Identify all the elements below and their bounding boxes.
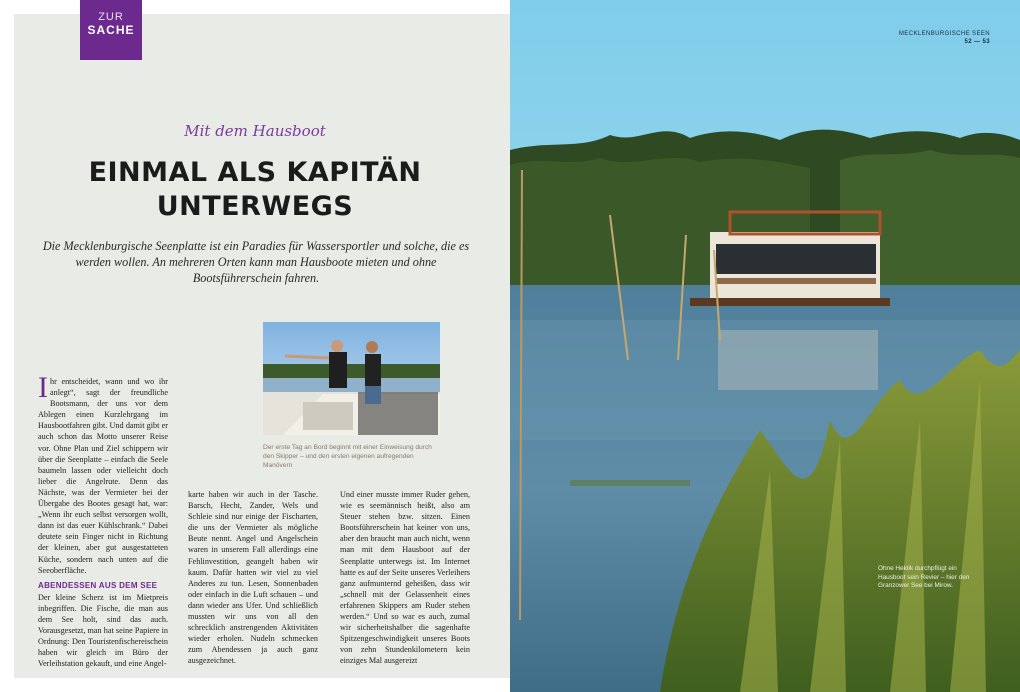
column-3-paragraph: Und einer musste immer Ruder gehen, wie es seemännisch heißt, also am Steuer stehen bzw. sitzen. Einen Bootsführerschein hat keiner von uns, aber den braucht man auch nicht, wenn man mit dem Hausboot auf der Seenplatte unterwegs ist. Im Internet hatte es auf der Seite unseres Verleihers ganz aufmunternd geheißen, dass wir „schnell mit der Gelassenheit eines erfahrenen Skippers am Ruder stehen werden.“ Und so war es auch, zumal wir sicherheitshalber die sagenhafte Spitzengeschwindigkeit unseres Boots von zehn Stundenkilometern kein einziges Mal ausgereizt bbox=[340, 490, 470, 666]
section-subheading: ABENDESSEN AUS DEM SEE bbox=[38, 580, 158, 590]
badge-line-1: ZUR bbox=[98, 11, 124, 23]
category-badge bbox=[80, 0, 142, 60]
article-lead: Die Mecklenburgische Seenplatte ist ein Paradies für Wassersportler und solche, die es werden wollen. An mehreren Orten kann man Hausboote mieten und ohne Bootsführerschein fahren. bbox=[42, 239, 470, 285]
main-photo-caption: Ohne Hektik durchpflügt ein Hausboot sein Revier – hier den Granzower See bei Mirow. bbox=[878, 565, 970, 589]
skipper-instruction-photo bbox=[263, 322, 440, 435]
column-2-paragraph: karte haben wir auch in der Tasche. Barsch, Hecht, Zander, Wels und Schleie sind nur einige der Fischarten, die uns der Vermieter als mögliche Beute nennt. Angel und Angelschein waren in unserem Fall allerdings eine Fehlinvestition, geangelt haben wir kaum. Dafür hatten wir viel zu viel Anderes zu tun. Lesen, Sonnenbaden oder einfach in die Luft schauen – und dann wieder ans Ufer. Und schließlich mussten wir uns von all den schrecklich anstrengenden Aktivitäten wieder erholen. Nudeln schmecken zum Abendessen ja auch ganz ausgezeichnet. bbox=[188, 490, 318, 666]
article-title bbox=[0, 156, 510, 224]
title-line-2: UNTERWEGS bbox=[156, 191, 354, 222]
text-column-1 bbox=[38, 371, 168, 669]
text-column-2 bbox=[188, 489, 318, 667]
column-1-paragraph-1: Ihr entscheidet, wann und wo ihr anlegt“, sagt der freundliche Bootsmann, der uns vor dem Ablegen einen Kurzlehrgang im Hausbootfahren gibt. Und damit gibt er auch schon das Motto unserer Reise vor. Ohne Plan und Ziel schippern wir über die Seenplatte – einfach die Seele baumeln lassen oder vielleicht doch lieber die Angelrute. Denn das Nächste, was der Vermieter bei der Übergabe des Bootes gesagt hat, war: „Wenn ihr euch selbst versorgen wollt, dann ist das euer Kühlschrank.“ Dabei deutete sein Finger nicht in Richtung der kleinen, aber gut ausgestatteten Küche, sondern nach unten auf die Seeoberfläche. bbox=[38, 371, 168, 575]
title-line-1: EINMAL ALS KAPITÄN bbox=[88, 157, 422, 188]
text-column-3 bbox=[340, 489, 470, 667]
section-name: MECKLENBURGISCHE SEEN bbox=[898, 31, 990, 37]
section-label bbox=[899, 30, 990, 46]
article-kicker: Mit dem Hausboot bbox=[184, 122, 326, 140]
badge-line-2: SACHE bbox=[87, 23, 135, 37]
page-numbers: 52 — 53 bbox=[964, 39, 990, 45]
small-photo-caption: Der erste Tag an Bord beginnt mit einer Einweisung durch den Skipper – und den ersten eigenen aufregenden Manövern bbox=[263, 444, 432, 469]
column-1-paragraph-2: Der kleine Scherz ist im Mietpreis inbegriffen. Die Fische, die man aus dem See holt, sind das auch. Vorausgesetzt, man hat seine Papiere in Ordnung: Den Touristenfischereischein haben wir gleich im Büro der Verleihstation gekauft, und eine Angel- bbox=[38, 592, 168, 669]
